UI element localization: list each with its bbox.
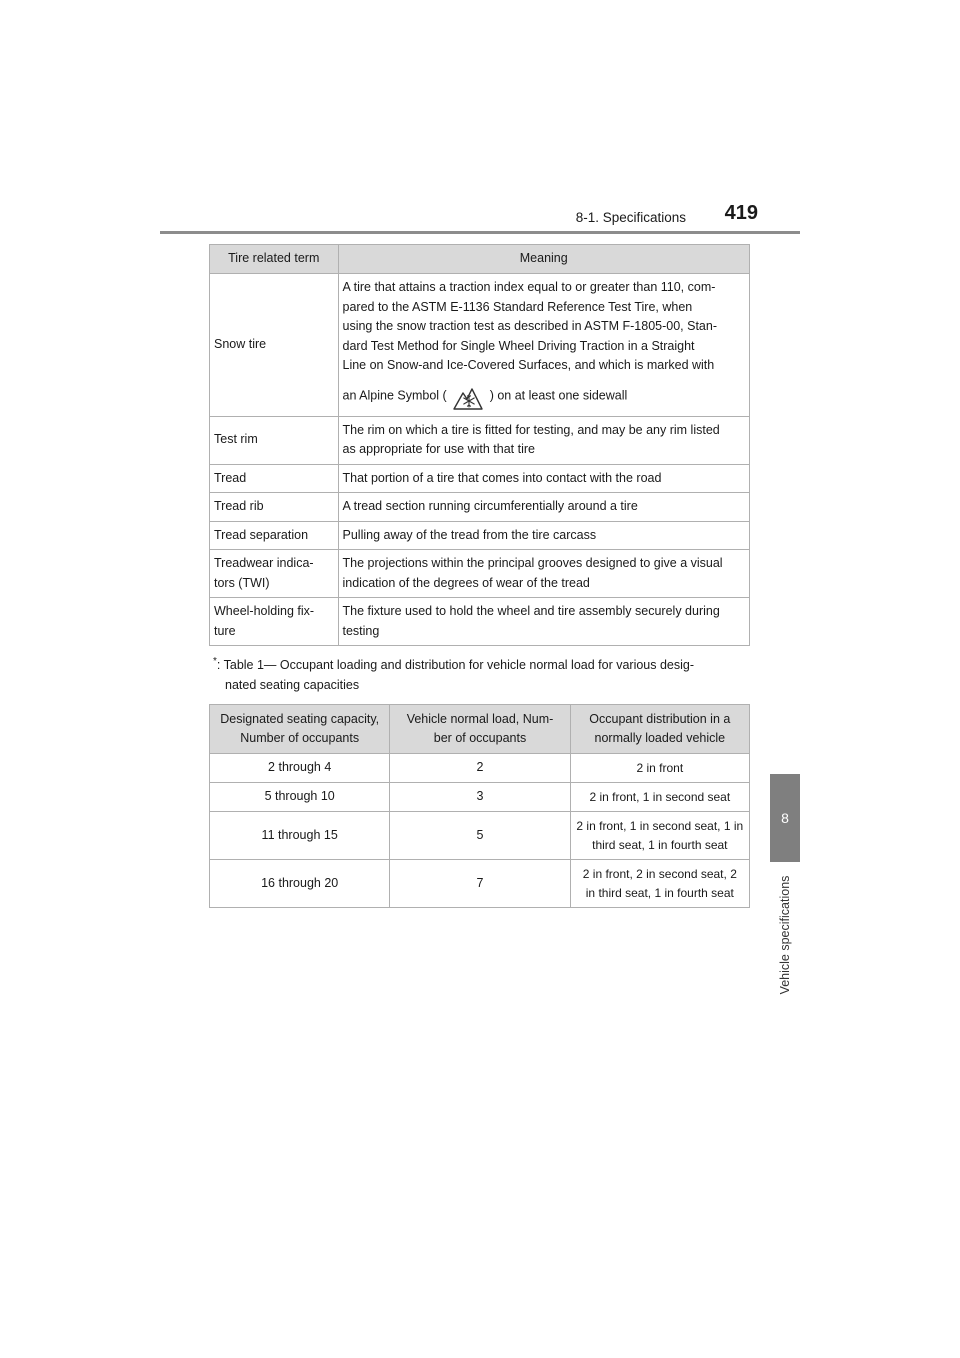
meaning-line: The projections within the principal grooves designed to give a visual xyxy=(342,556,723,570)
meaning-line: testing xyxy=(342,623,380,638)
term-line: Treadwear indica- xyxy=(214,556,314,570)
term-cell: Snow tire xyxy=(210,274,339,417)
meaning-cell: That portion of a tire that comes into contact with the road xyxy=(338,464,750,493)
term-cell: Tread separation xyxy=(210,521,339,550)
term-line: tors (TWI) xyxy=(214,575,270,590)
table-row xyxy=(210,550,750,598)
distribution-line: in third seat, 1 in fourth seat xyxy=(585,885,734,900)
capacity-cell: 2 through 4 xyxy=(210,754,390,783)
load-cell: 7 xyxy=(390,860,570,908)
term-line: Wheel-holding fix- xyxy=(214,604,315,618)
meaning-line: The rim on which a tire is fitted for testing, and may be any rim listed xyxy=(342,422,720,437)
meaning-line: Line on Snow-and Ice-Covered Surfaces, and which is marked with xyxy=(342,358,715,372)
distribution-cell xyxy=(570,860,749,908)
footnote-marker: * xyxy=(213,655,217,667)
meaning-cell xyxy=(338,550,750,598)
load-cell: 2 xyxy=(390,754,570,783)
meaning-line: indication of the degrees of wear of the tread xyxy=(342,575,590,590)
footnote xyxy=(213,655,748,695)
column-header-meaning: Meaning xyxy=(338,245,750,274)
column-header-capacity xyxy=(210,705,390,754)
meaning-line: The fixture used to hold the wheel and tire assembly securely during xyxy=(342,604,720,618)
capacity-cell: 5 through 10 xyxy=(210,783,390,812)
chapter-tab: 8 xyxy=(770,774,800,862)
table-row xyxy=(210,754,750,783)
load-cell: 3 xyxy=(390,783,570,812)
meaning-cell: Pulling away of the tread from the tire carcass xyxy=(338,521,750,550)
term-cell xyxy=(210,550,339,598)
load-cell: 5 xyxy=(390,812,570,860)
page-header xyxy=(160,200,800,234)
meaning-text: ) on at least one sidewall xyxy=(489,387,628,402)
header-line: Number of occupants xyxy=(240,731,360,745)
header-line: ber of occupants xyxy=(433,731,527,745)
header-line: Designated seating capacity, xyxy=(220,712,380,726)
meaning-cell xyxy=(338,274,750,417)
table-header-row xyxy=(210,705,750,754)
capacity-cell: 11 through 15 xyxy=(210,812,390,860)
alpine-snowflake-mountain-icon xyxy=(452,380,484,412)
table-row xyxy=(210,493,750,522)
footnote-text: : Table 1— Occupant loading and distribution for vehicle normal load for various desig- xyxy=(216,658,695,672)
column-header-distribution xyxy=(570,705,749,754)
table-row xyxy=(210,416,750,464)
header-line: Vehicle normal load, Num- xyxy=(406,712,554,726)
meaning-line-with-icon xyxy=(343,380,746,412)
tire-terms-table xyxy=(209,244,750,646)
meaning-line: dard Test Method for Single Wheel Driving Traction in a Straight xyxy=(342,338,695,353)
table-row xyxy=(210,812,750,860)
page-number: 419 xyxy=(724,202,758,224)
term-cell: Tread xyxy=(210,464,339,493)
footnote-line xyxy=(213,655,748,675)
occupant-loading-table xyxy=(209,704,750,908)
column-header-load xyxy=(390,705,570,754)
term-cell xyxy=(210,598,339,646)
footnote-line: nated seating capacities xyxy=(225,678,360,692)
meaning-text: an Alpine Symbol ( xyxy=(342,387,447,402)
table-row xyxy=(210,598,750,646)
table-row xyxy=(210,274,750,417)
chapter-label: Vehicle specifications xyxy=(778,875,792,995)
table-row xyxy=(210,860,750,908)
table-row xyxy=(210,521,750,550)
distribution-cell xyxy=(570,812,749,860)
distribution-cell: 2 in front, 1 in second seat xyxy=(570,783,749,812)
meaning-line: as appropriate for use with that tire xyxy=(342,442,535,456)
capacity-cell: 16 through 20 xyxy=(210,860,390,908)
header-line: normally loaded vehicle xyxy=(594,731,726,745)
meaning-cell xyxy=(338,598,750,646)
term-cell: Test rim xyxy=(210,416,339,464)
distribution-line: third seat, 1 in fourth seat xyxy=(592,837,728,852)
distribution-line: 2 in front, 1 in second seat, 1 in xyxy=(576,818,744,833)
meaning-line: A tire that attains a traction index equal to or greater than 110, com- xyxy=(342,280,716,294)
distribution-line: 2 in front, 2 in second seat, 2 xyxy=(582,866,737,881)
distribution-cell: 2 in front xyxy=(570,754,749,783)
table-row xyxy=(210,464,750,493)
meaning-line: pared to the ASTM E-1136 Standard Reference Test Tire, when xyxy=(342,299,693,314)
header-line: Occupant distribution in a xyxy=(589,712,731,726)
meaning-cell xyxy=(338,416,750,464)
section-title: 8-1. Specifications xyxy=(575,210,686,225)
term-line: ture xyxy=(214,623,236,638)
meaning-cell: A tread section running circumferentially around a tire xyxy=(338,493,750,522)
table-header-row xyxy=(210,245,750,274)
table-row xyxy=(210,783,750,812)
column-header-term: Tire related term xyxy=(210,245,339,274)
term-cell: Tread rib xyxy=(210,493,339,522)
meaning-line: using the snow traction test as described in ASTM F-1805-00, Stan- xyxy=(342,319,717,333)
